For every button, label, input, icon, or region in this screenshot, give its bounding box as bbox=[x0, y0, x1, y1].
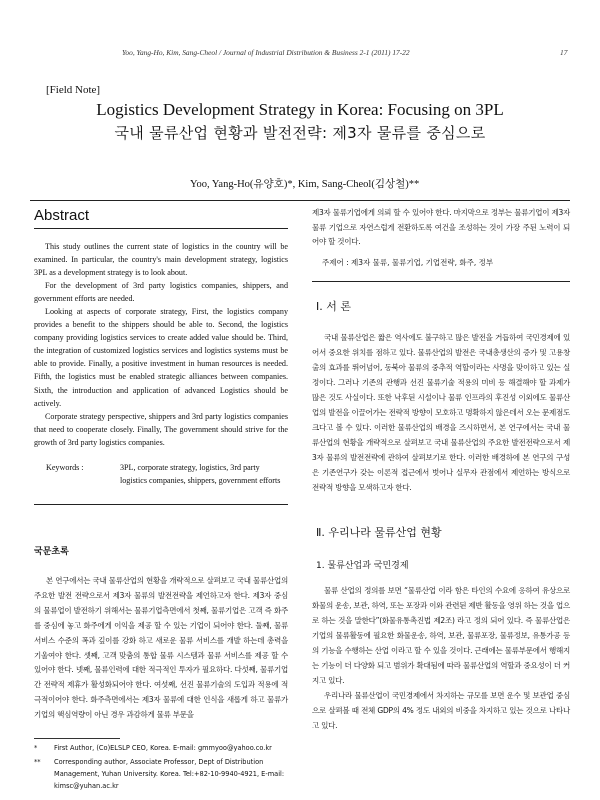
right-column-divider bbox=[312, 281, 570, 282]
subsection-paragraph: 물류 산업의 정의를 보면 “물류산업 이라 함은 타인의 수요에 응하여 유상으로 화물의 운송, 보관, 하역, 또는 포장과 이와 관련된 제반 활동을 영위 하는 것을 업으로 하는 것을 말한다”(화물유통촉진법 제2조) 라고 정의 되어 있다. 즉 물류산업은 기업의 물류활동에 필요한 화물운송, 하역, 보관, 물류포장, 물류정보, 유통가공 등의 기능을 수행하는 산업 이라고 할 수 있을 것이다. 근래에는 물류부문에서 행해지는 기능이 더 다양화 되고 범위가 확대됨에 따라 물류산업의 역할과 중요성이 더 커지고 있다. bbox=[312, 586, 570, 685]
footnote-text: Corresponding author, Associate Professor, Dept of Distribution Management, Yuhan University. Korea. Tel:+82-10-9940-4921, E-mail: kimsc@yuhan.ac.kr bbox=[54, 758, 285, 790]
subsection-economy-heading: 1. 물류산업과 국민경제 bbox=[316, 561, 409, 571]
running-head-text: Yoo, Yang-Ho, Kim, Sang-Cheol / Journal of Industrial Distribution & Business 2-1 (2011) 17-22 bbox=[122, 48, 410, 57]
keywords-text: 3PL, corporate strategy, logistics, 3rd party logistics companies, shippers, government efforts bbox=[120, 463, 281, 485]
title-korean: 국내 물류산업 현황과 발전전략: 제3자 물류를 중심으로 bbox=[114, 124, 486, 142]
author-line: Yoo, Yang-Ho(유양호)*, Kim, Sang-Cheol(김상철)** bbox=[190, 179, 420, 190]
korean-abstract-paragraph: 본 연구에서는 국내 물류산업의 현황을 개략적으로 살펴보고 국내 물류산업의 주요한 발전 전략으로서 제3자 물류의 발전전략을 제언하고자 한다. 제3자 중심의 물류업이 발전하기 위해서는 물류기업측면에서 첫째, 물류기업은 고객 즉 화주를 중심에 놓고 화주에게 이익을 제공 할 수 있는 기업이 되어야 한다. 둘째, 물류 서비스 수준의 폭과 깊이를 강화 하고 새로운 물류 서비스를 개발 하는데 총력을 기울여야 한다. 셋째, 고객 맞춤의 통합 물류 시스템과 물류 서비스를 제공 할 수 있어야 한다. 넷째, 물류인력에 대한 적극적인 투자가 필요하다. 다섯째, 물류기업간 전략적 제휴가 활성화되어야 한다. 여섯째, 선진 물류기술의 도입과 적용에 적극적이어야 한다. 화주측면에서는 제3자 물류에 대한 인식을 새롭게 하고 물류가 기업의 핵심역량이 아닌 경우 과감하게 물류 부문을 bbox=[34, 576, 288, 720]
footnote-text: First Author, (Co)ELSLP CEO, Korea. E-mail: gmmyoo@yahoo.co.kr bbox=[54, 744, 272, 752]
introduction-body bbox=[312, 331, 570, 495]
abstract-body bbox=[34, 240, 288, 449]
footnote-mark: ** bbox=[34, 758, 41, 766]
abstract-paragraph: For the development of 3rd party logistics companies, shippers, and government efforts are needed. bbox=[34, 281, 288, 304]
footnote-rule bbox=[34, 738, 120, 739]
footnote-mark: * bbox=[34, 744, 38, 752]
section-industry-status-heading: Ⅱ. 우리나라 물류산업 현황 bbox=[316, 526, 442, 539]
section-introduction-heading: Ⅰ. 서 론 bbox=[316, 300, 351, 313]
korean-abstract-continuation: 제3자 물류기업에게 의뢰 할 수 있어야 한다. 마지막으로 정부는 물류기업이 제3자 물류 기업으로 자연스럽게 전환하도록 여건을 조성하는 것이 가장 주된 노력이 되어야 할 것이다. bbox=[312, 208, 570, 246]
korean-abstract-body bbox=[34, 574, 288, 723]
introduction-paragraph: 국내 물류산업은 짧은 역사에도 불구하고 많은 발전을 거듭하여 국민경제에 있어서 중요한 위치를 점하고 있다. 물류산업의 발전은 국내총생산의 증가 및 고용창출의 효과를 뛰어넘어, 동북아 물류의 중추적 역할이라는 사명을 맞이하고 있는 실정이다. 그러나 기존의 관행과 선진 물류기술 적용의 미비 등 해결해야 할 과제가 많은 것도 사실이다. 또한 낙후된 시설이나 물류 인프라의 후진성 이외에도 물류산업의 발전을 이끌어가는 전략적 방향이 모호하고 명확하지 않은데서 오는 문제점도 크다고 볼 수 있다. 이러한 물류산업의 배경을 즈시하면서, 본 연구에서는 국내 물류산업의 현황을 개략적으로 살펴보고 국내 물류산업의 주요한 발전전략으로서 제3자 물류의 발전전략에 관하여 살펴보기로 한다. 이러한 배경하에 본 연구의 구성은 기존연구가 갖는 이론적 접근에서 벗어나 실무자 관점에서 제언하는 방식으로 전략적 방향을 모색하고자 한다. bbox=[312, 333, 570, 492]
subsection-economy-body bbox=[312, 584, 570, 734]
abstract-paragraph: Corporate strategy perspective, shippers and 3rd party logistics companies that need to cooperate closely. Finally, The government should strive for the growth of 3rd party logistics companies. bbox=[34, 411, 288, 447]
title-english: Logistics Development Strategy in Korea: Focusing on 3PL bbox=[96, 100, 504, 119]
subsection-paragraph: 우리나라 물류산업이 국민경제에서 차지하는 규모를 보면 운수 및 보관업 중심으로 살펴볼 때 전체 GDP의 4% 정도 내외의 비중을 차지하고 있는 것으로 나타나고 있다. bbox=[312, 690, 570, 730]
abstract-paragraph: Looking at aspects of corporate strategy, First, the logistics company provides a benefit to the shippers should be able to. Second, the logistics company providing logistics services to create added value should be. Third, the integration of customized logistics services and logistics systems must be able to provide. Finally, a positive investment in human resources is needed. Fifth, the logistics must be enabled strategic alliances between companies. Sixth, the introduction and application of advanced Logistics should be actively. bbox=[34, 307, 288, 408]
korean-keywords: 주제어 : 제3자 물류, 물류기업, 기업전략, 화주, 정부 bbox=[322, 258, 494, 267]
abstract-divider bbox=[34, 228, 288, 229]
keywords-label: Keywords : bbox=[46, 463, 84, 472]
abstract-paragraph: This study outlines the current state of logistics in the country will be examined. In particular, the country's main development strategy, logistics 3PL as a development strategy is to look about. bbox=[34, 242, 288, 278]
header-divider bbox=[30, 200, 570, 201]
korean-abstract-heading: 국문초록 bbox=[34, 547, 69, 557]
field-note-label: [Field Note] bbox=[46, 84, 101, 96]
abstract-heading: Abstract bbox=[34, 207, 90, 224]
keywords-divider bbox=[34, 504, 288, 505]
page-number: 17 bbox=[560, 48, 568, 57]
